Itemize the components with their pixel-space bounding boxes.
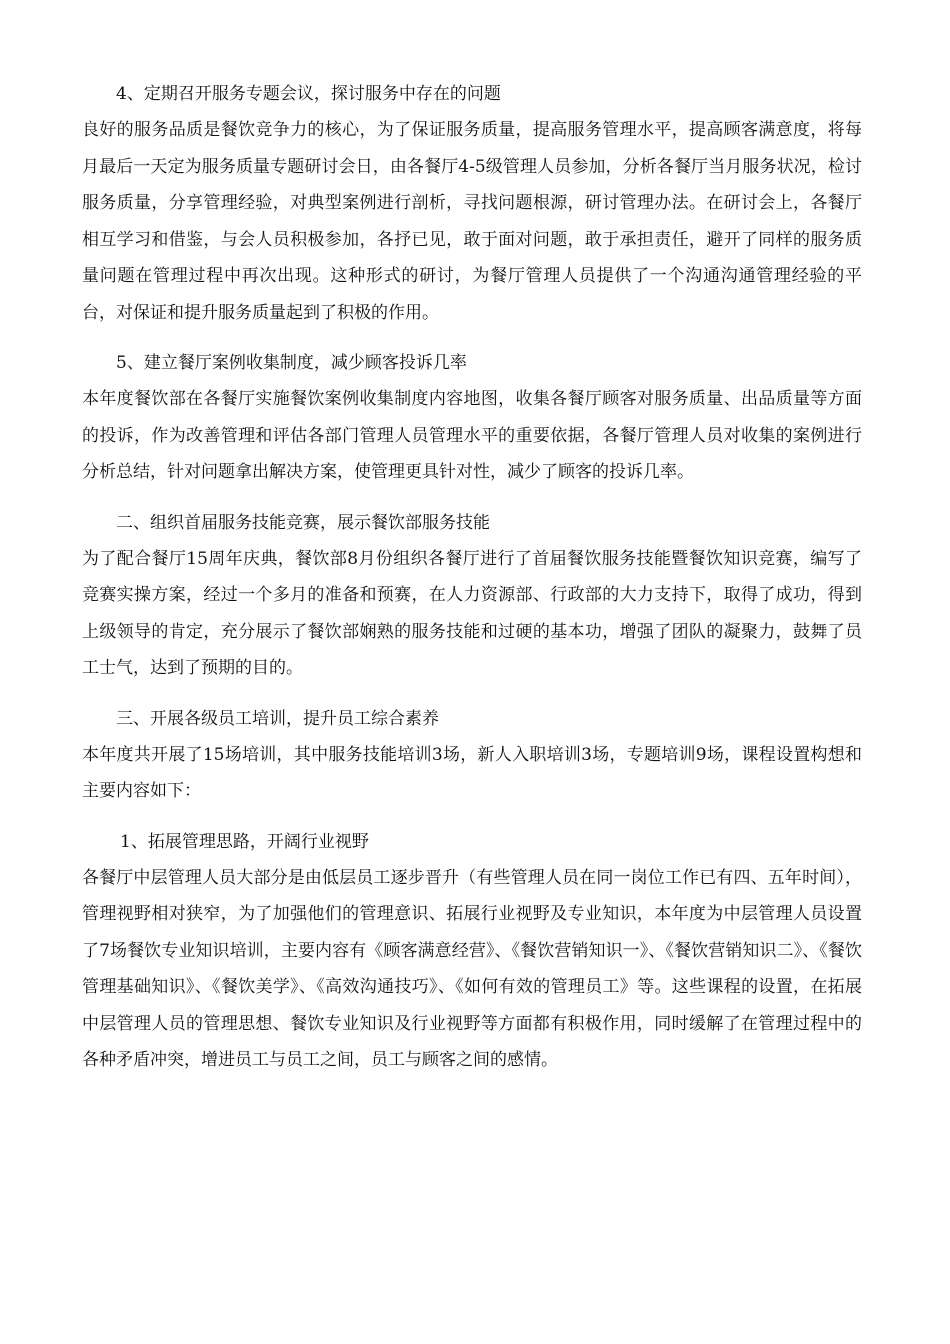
document-body: [82, 76, 862, 1079]
section-heading: 三、开展各级员工培训，提升员工综合素养: [116, 708, 439, 729]
section-paragraph: 为了配合餐厅15周年庆典，餐饮部8月份组织各餐厅进行了首届餐饮服务技能暨餐饮知识竞赛，编写了竞赛实操方案，经过一个多月的准备和预赛，在人力资源部、行政部的大力支持下，取得了成功，得到上级领导的肯定，充分展示了餐饮部娴熟的服务技能和过硬的基本功，增强了团队的凝聚力，鼓舞了员工士气，达到了预期的目的。: [82, 548, 862, 678]
section-paragraph: 良好的服务品质是餐饮竞争力的核心，为了保证服务质量，提高服务管理水平，提高顾客满意度，将每月最后一天定为服务质量专题研讨会日，由各餐厅4-5级管理人员参加，分析各餐厅当月服务状况，检讨服务质量，分享管理经验，对典型案例进行剖析，寻找问题根源，研讨管理办法。在研讨会上，各餐厅相互学习和借鉴，与会人员积极参加，各抒已见，敢于面对问题，敢于承担责任，避开了同样的服务质量问题在管理过程中再次出现。这种形式的研讨，为餐厅管理人员提供了一个沟通沟通管理经验的平台，对保证和提升服务质量起到了积极的作用。: [82, 120, 862, 323]
section-heading: 5、建立餐厅案例收集制度，减少顾客投诉几率: [116, 353, 467, 373]
section-paragraph: 本年度餐饮部在各餐厅实施餐饮案例收集制度内容地图，收集各餐厅顾客对服务质量、出品质量等方面的投诉，作为改善管理和评估各部门管理人员管理水平的重要依据，各餐厅管理人员对收集的案例进行分析总结，针对问题拿出解决方案，使管理更具针对性，减少了顾客的投诉几率。: [82, 389, 862, 482]
section-heading: 4、定期召开服务专题会议，探讨服务中存在的问题: [116, 84, 501, 104]
section-heading: 二、组织首届服务技能竞赛，展示餐饮部服务技能: [116, 512, 490, 533]
section-paragraph: 本年度共开展了15场培训，其中服务技能培训3场，新人入职培训3场，专题培训9场，课程设置构想和主要内容如下：: [82, 744, 862, 801]
section-paragraph: 各餐厅中层管理人员大部分是由低层员工逐步晋升（有些管理人员在同一岗位工作已有四、五年时间），管理视野相对狭窄，为了加强他们的管理意识、拓展行业视野及专业知识，本年度为中层管理人员设置了7场餐饮专业知识培训，主要内容有《顾客满意经营》、《餐饮营销知识一》、《餐饮营销知识二》、《餐饮管理基础知识》、《餐饮美学》、《高效沟通技巧》、《如何有效的管理员工》等。这些课程的设置，在拓展中层管理人员的管理思想、餐饮专业知识及行业视野等方面都有积极作用，同时缓解了在管理过程中的各种矛盾冲突，增进员工与员工之间，员工与顾客之间的感情。: [82, 867, 862, 1070]
section-heading: 1、拓展管理思路，开阔行业视野: [120, 831, 369, 852]
